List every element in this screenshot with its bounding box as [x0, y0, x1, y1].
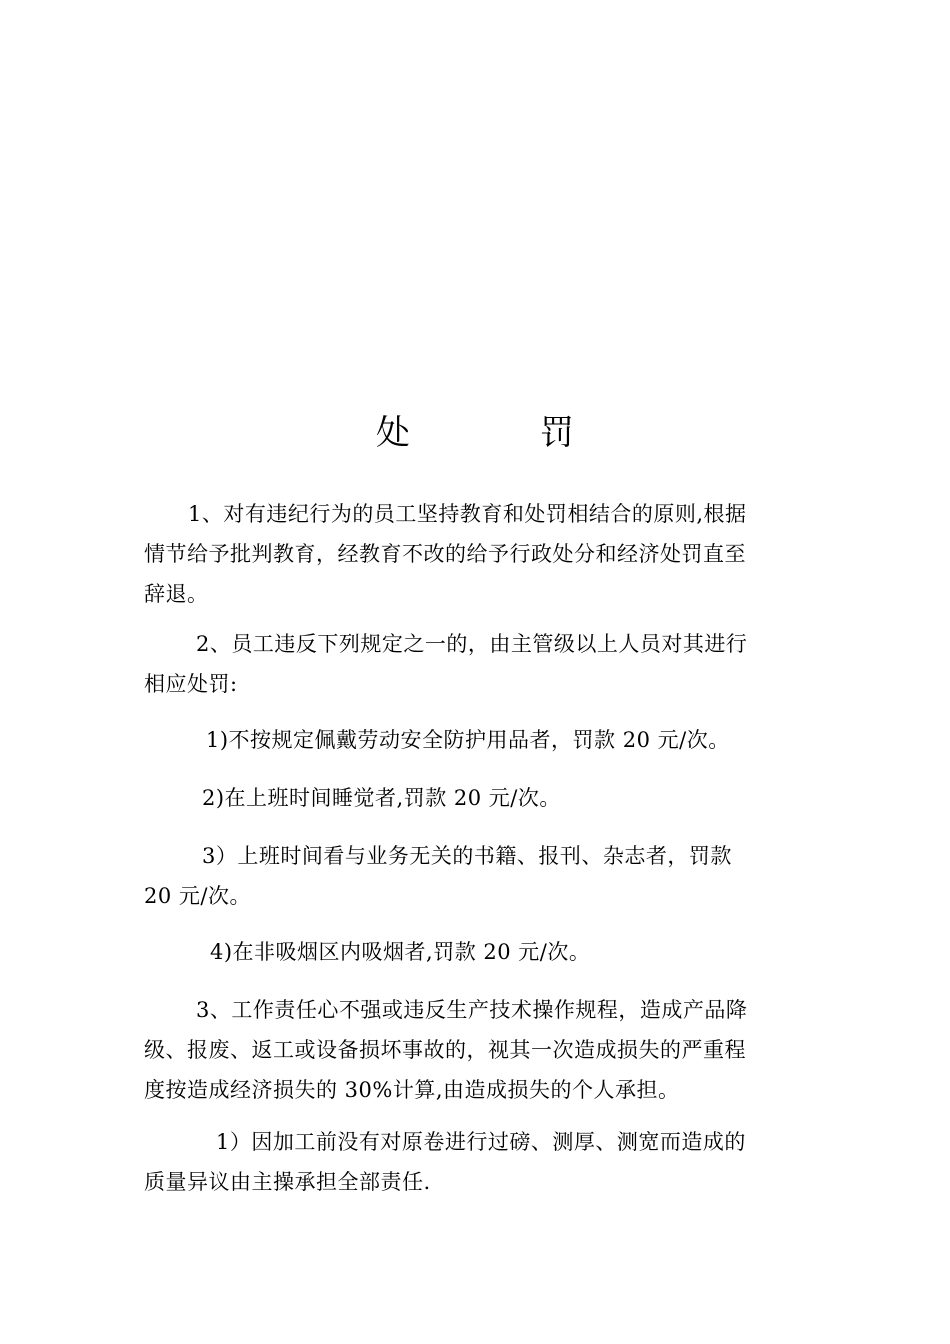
paragraph-1: [144, 494, 804, 614]
list-item-3-1: [144, 1122, 804, 1202]
paragraph-line: 级、报废、返工或设备损坏事故的，视其一次造成损失的严重程: [144, 1038, 746, 1062]
paragraph-line: 3、工作责任心不强或违反生产技术操作规程，造成产品降: [196, 998, 748, 1022]
paragraph-line: 情节给予批判教育，经教育不改的给予行政处分和经济处罚直至: [144, 542, 746, 566]
paragraph-line: 2、员工违反下列规定之一的，由主管级以上人员对其进行: [196, 632, 748, 656]
paragraph-line: 度按造成经济损失的 30%计算,由造成损失的个人承担。: [144, 1078, 680, 1102]
paragraph-line: 1）因加工前没有对原卷进行过磅、测厚、测宽而造成的: [216, 1130, 746, 1154]
page-title: [0, 408, 950, 458]
paragraph-line: 2)在上班时间睡觉者,罚款 20 元/次。: [202, 786, 561, 810]
paragraph-line: 相应处罚:: [144, 672, 238, 696]
list-item-2-2: [144, 778, 804, 818]
list-item-2-3: [144, 836, 804, 916]
paragraph-2: [144, 624, 804, 704]
title-char-2: 罚: [540, 413, 574, 453]
paragraph-line: 20 元/次。: [144, 884, 251, 908]
paragraph-line: 1、对有违纪行为的员工坚持教育和处罚相结合的原则,根据: [188, 502, 747, 526]
title-char-1: 处: [376, 413, 410, 453]
paragraph-line: 4)在非吸烟区内吸烟者,罚款 20 元/次。: [210, 940, 591, 964]
paragraph-line: 质量异议由主操承担全部责任.: [144, 1170, 431, 1194]
list-item-2-1: [144, 720, 804, 760]
paragraph-line: 辞退。: [144, 582, 209, 606]
paragraph-line: 1)不按规定佩戴劳动安全防护用品者，罚款 20 元/次。: [206, 728, 730, 752]
list-item-2-4: [144, 932, 804, 972]
paragraph-3: [144, 990, 804, 1110]
paragraph-line: 3）上班时间看与业务无关的书籍、报刊、杂志者，罚款: [202, 844, 732, 868]
